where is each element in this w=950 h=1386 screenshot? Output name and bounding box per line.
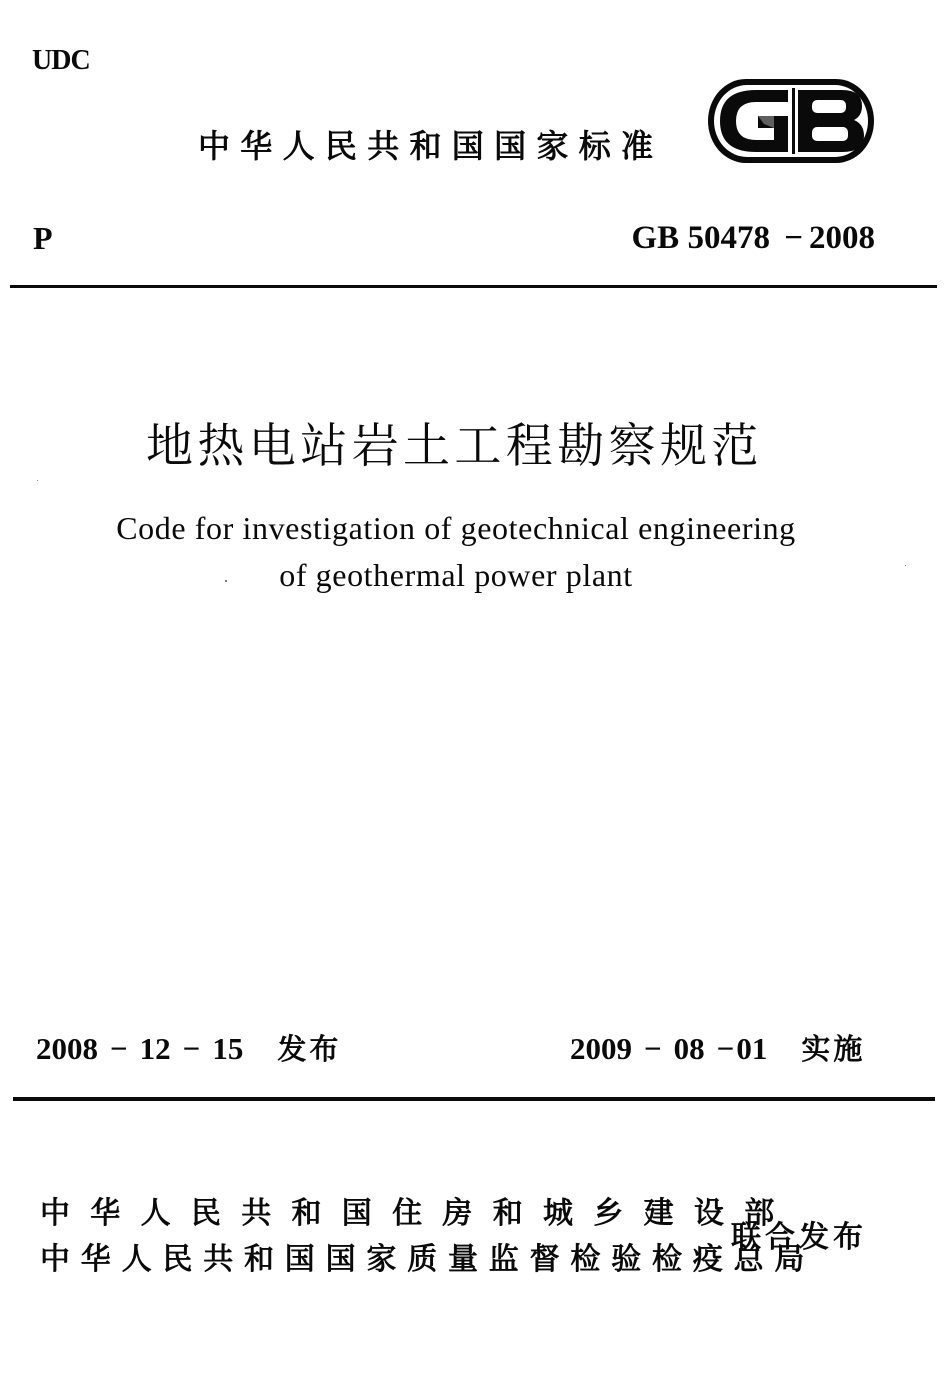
title-chinese: 地热电站岩土工程勘察规范 [146, 419, 763, 474]
standard-year: 2008 [809, 220, 875, 256]
classification-code: P [33, 220, 53, 256]
scan-speck [37, 480, 38, 481]
issue-year: 2008 [36, 1031, 98, 1066]
title-english-line-1: Code for investigation of geotechnical engineering [116, 510, 796, 546]
implementation-date [570, 1030, 865, 1068]
date-separator: − [716, 1031, 735, 1066]
issue-month: 12 [139, 1031, 171, 1066]
implementation-year: 2009 [570, 1031, 632, 1066]
issuer-ministry: 中华人民共和国住房和城乡建设部 [40, 1196, 795, 1231]
joint-issue-label: 联合发布 [731, 1220, 867, 1255]
implementation-day: 01 [736, 1031, 768, 1066]
standard-code: 50478 [687, 220, 770, 256]
header-divider [10, 285, 937, 288]
issue-day: 15 [212, 1031, 244, 1066]
footer-divider [13, 1097, 935, 1101]
implementation-month: 08 [673, 1031, 705, 1066]
date-separator: − [110, 1031, 128, 1066]
gb-logo-icon [706, 76, 876, 166]
standard-separator: − [784, 220, 803, 256]
implementation-label: 实施 [801, 1032, 866, 1066]
udc-label: UDC [32, 45, 90, 76]
issuer-aqsiq: 中华人民共和国国家质量监督检验检疫总局 [40, 1242, 816, 1277]
scan-speck [225, 580, 227, 582]
issue-date [36, 1030, 341, 1068]
national-standard-heading: 中华人民共和国国家标准 [198, 127, 664, 165]
date-separator: − [644, 1031, 662, 1066]
scan-speck [905, 565, 906, 566]
date-separator: − [182, 1031, 201, 1066]
standard-prefix: GB [631, 220, 680, 256]
issue-label: 发布 [277, 1032, 342, 1066]
title-english-line-2: of geothermal power plant [279, 557, 633, 593]
standard-number [632, 219, 876, 257]
